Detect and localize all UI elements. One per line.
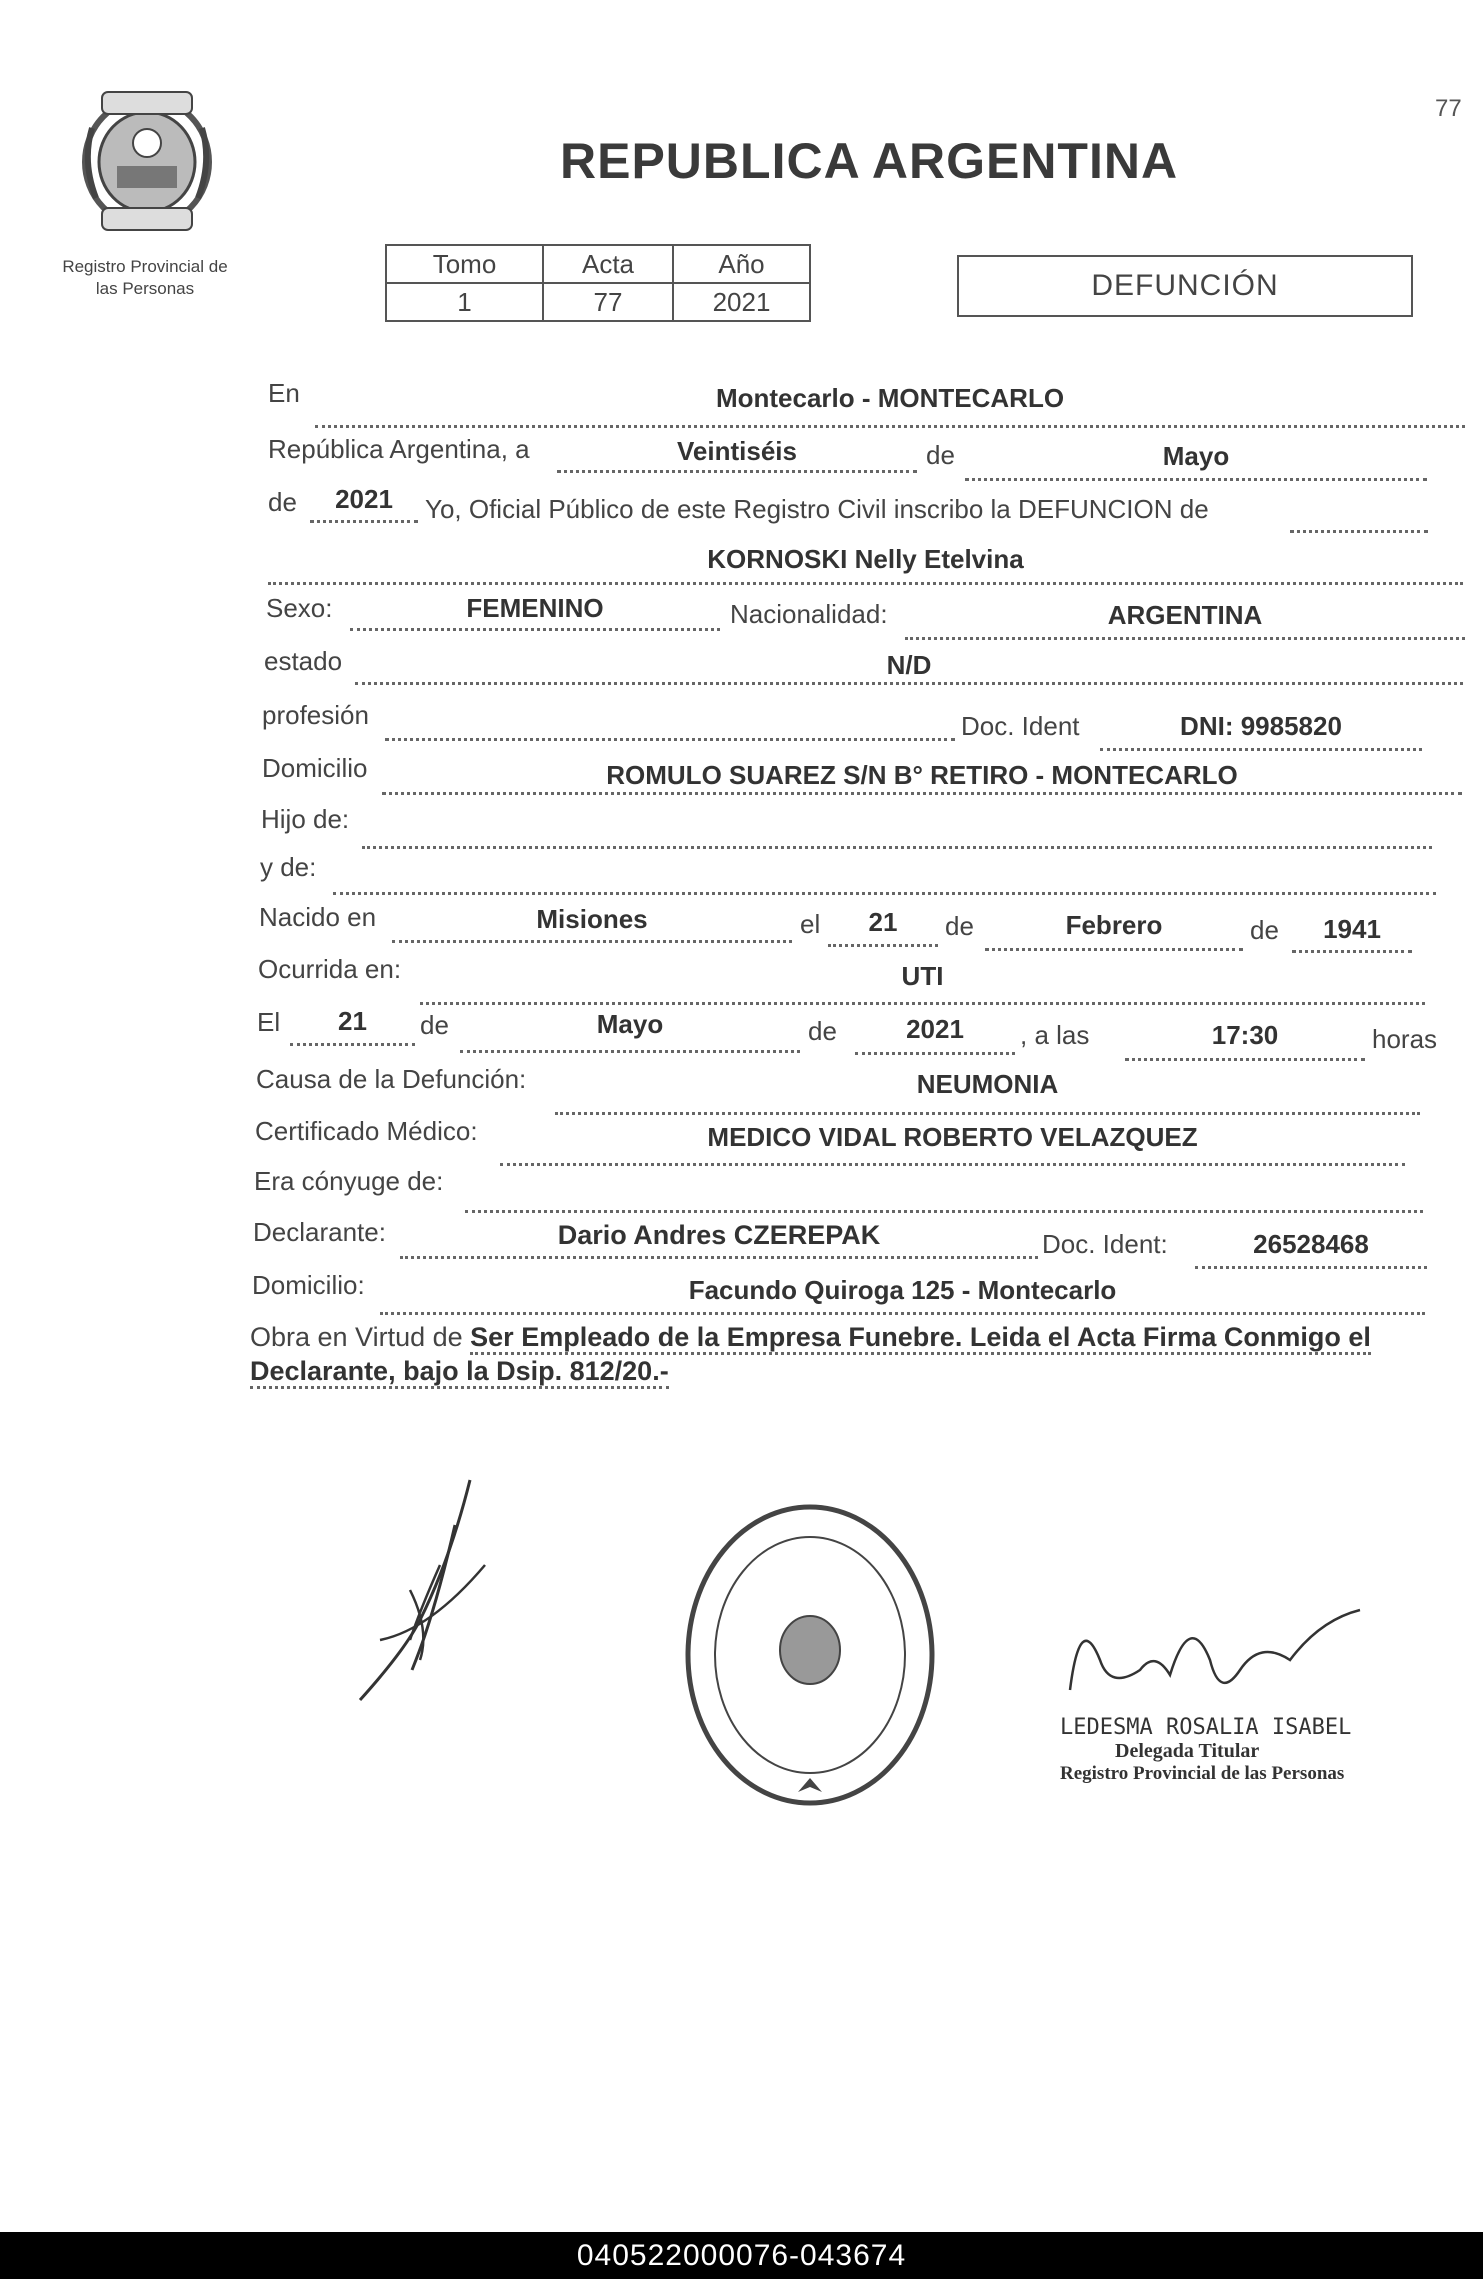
- label-obra: Obra en Virtud de: [250, 1322, 463, 1352]
- line-def-hora: [1125, 1058, 1365, 1061]
- line-hijo-de: [362, 846, 1432, 849]
- acta-header-acta: Acta: [543, 245, 673, 283]
- signatory-block: [1060, 1600, 1390, 1785]
- value-declarante-doc: 26528468: [1253, 1229, 1369, 1259]
- declarant-signature: [350, 1470, 500, 1710]
- signatory-name: LEDESMA ROSALIA ISABEL: [1060, 1715, 1352, 1740]
- line-anio: [310, 520, 418, 523]
- page-number: 77: [1435, 95, 1462, 122]
- acta-value-anio: 2021: [673, 283, 810, 321]
- value-lugar: Montecarlo - MONTECARLO: [715, 383, 1065, 413]
- obra-en-virtud: [250, 1320, 1450, 1388]
- line-estado: [355, 682, 1463, 685]
- line-declarante: [400, 1256, 1038, 1259]
- acta-header-anio: Año: [673, 245, 810, 283]
- value-def-mes: Mayo: [596, 1009, 664, 1039]
- value-dia-inscripcion: Veintiséis: [677, 436, 797, 466]
- label-horas: horas: [1372, 1024, 1438, 1054]
- label-nacido-en: Nacido en: [259, 902, 377, 932]
- label-y-de: y de:: [260, 852, 317, 882]
- value-mes-inscripcion: Mayo: [1162, 441, 1230, 471]
- label-declarante: Declarante:: [253, 1217, 386, 1247]
- value-def-dia: 21: [338, 1006, 367, 1036]
- label-domicilio: Domicilio: [262, 753, 368, 783]
- line-mes: [965, 478, 1427, 481]
- line-domicilio: [382, 792, 1462, 795]
- value-obra-texto: Ser Empleado de la Empresa Funebre. Leida el Acta Firma Conmigo el Declarante, bajo la Dsip. 812/20.-: [250, 1322, 1371, 1389]
- label-hijo-de: Hijo de:: [261, 804, 350, 834]
- label-doc-ident: Doc. Ident: [961, 711, 1080, 741]
- label-en: En: [268, 378, 300, 408]
- value-ocurrida-en: UTI: [901, 961, 944, 991]
- value-def-anio: 2021: [906, 1014, 964, 1044]
- document-type-box: DEFUNCIÓN: [957, 255, 1413, 317]
- line-def-anio: [855, 1052, 1015, 1055]
- label-a-las: , a las: [1020, 1020, 1090, 1050]
- line-en: [315, 425, 1465, 428]
- value-causa: NEUMONIA: [916, 1069, 1059, 1099]
- line-conyuge: [465, 1210, 1423, 1213]
- page-title: REPUBLICA ARGENTINA: [560, 133, 1179, 189]
- acta-table: [385, 244, 811, 322]
- label-inscribo: Yo, Oficial Público de este Registro Civil inscribo la DEFUNCION de: [425, 494, 1209, 524]
- line-certificado: [500, 1163, 1405, 1166]
- line-nac-dia: [828, 944, 938, 947]
- value-certificado: MEDICO VIDAL ROBERTO VELAZQUEZ: [707, 1122, 1198, 1152]
- acta-value-tomo: 1: [386, 283, 543, 321]
- value-nac-anio: 1941: [1323, 914, 1381, 944]
- label-de-nac-anio: de: [1250, 915, 1279, 945]
- value-domicilio: ROMULO SUAREZ S/N B° RETIRO - MONTECARLO: [606, 760, 1238, 790]
- signatory-office: Registro Provincial de las Personas: [1060, 1763, 1345, 1784]
- label-doc-ident-declarante: Doc. Ident:: [1042, 1229, 1168, 1259]
- label-conyuge: Era cónyuge de:: [254, 1166, 444, 1196]
- acta-value-row: [386, 283, 810, 321]
- value-anio-inscripcion: 2021: [335, 484, 393, 514]
- value-fallecido: KORNOSKI Nelly Etelvina: [707, 544, 1024, 574]
- official-signature: [1060, 1600, 1390, 1710]
- value-nacido-en: Misiones: [536, 904, 648, 934]
- registry-line-1: Registro Provincial de: [62, 257, 228, 276]
- line-declarante-domicilio: [380, 1312, 1425, 1315]
- value-nac-mes: Febrero: [1065, 910, 1163, 940]
- line-ocurrida-en: [420, 1002, 1425, 1005]
- line-def-dia: [290, 1043, 415, 1046]
- signatory-role: Delegada Titular: [1115, 1740, 1260, 1762]
- value-doc-ident: DNI: 9985820: [1180, 711, 1342, 741]
- label-de-anio: de: [268, 487, 297, 517]
- line-nacionalidad: [905, 637, 1465, 640]
- acta-value-acta: 77: [543, 283, 673, 321]
- label-domicilio-declarante: Domicilio:: [252, 1270, 365, 1300]
- official-stamp: [680, 1500, 940, 1810]
- line-y-de: [333, 892, 1436, 895]
- line-profesion: [385, 738, 955, 741]
- provincial-seal-icon: [72, 88, 222, 236]
- value-sexo: FEMENINO: [466, 593, 604, 623]
- acta-header-row: [386, 245, 810, 283]
- line-causa: [555, 1112, 1420, 1115]
- line-dia: [557, 470, 917, 473]
- label-republica: República Argentina, a: [268, 434, 530, 464]
- label-ocurrida-en: Ocurrida en:: [258, 954, 402, 984]
- line-nacido-en: [392, 940, 792, 943]
- label-profesion: profesión: [262, 700, 369, 730]
- value-declarante: Dario Andres CZEREPAK: [557, 1220, 881, 1250]
- value-def-hora: 17:30: [1211, 1020, 1279, 1050]
- registry-line-2: las Personas: [95, 279, 195, 298]
- label-certificado: Certificado Médico:: [255, 1116, 478, 1146]
- line-sexo: [350, 628, 720, 631]
- line-declarante-doc: [1195, 1266, 1427, 1269]
- line-def-mes: [460, 1050, 800, 1053]
- acta-header-tomo: Tomo: [386, 245, 543, 283]
- value-nacionalidad: ARGENTINA: [1107, 600, 1263, 630]
- label-de-mes: de: [926, 440, 955, 470]
- label-de-nac-mes: de: [945, 911, 974, 941]
- document-code-bar: 040522000076-043674: [0, 2232, 1483, 2279]
- line-nac-anio: [1292, 950, 1412, 953]
- value-declarante-domicilio: Facundo Quiroga 125 - Montecarlo: [688, 1275, 1117, 1305]
- label-causa: Causa de la Defunción:: [256, 1064, 527, 1094]
- line-doc-ident: [1100, 748, 1422, 751]
- label-de-def-anio: de: [808, 1016, 837, 1046]
- value-estado: N/D: [886, 650, 932, 680]
- line-fallecido: [268, 582, 1463, 585]
- line-inscribo: [1290, 530, 1428, 533]
- label-sexo: Sexo:: [266, 593, 333, 623]
- label-de-def-mes: de: [420, 1010, 449, 1040]
- label-estado: estado: [264, 646, 343, 676]
- label-nacionalidad: Nacionalidad:: [730, 599, 888, 629]
- value-nac-dia: 21: [868, 907, 898, 937]
- label-el: el: [800, 909, 821, 939]
- registry-name: [40, 256, 250, 300]
- line-nac-mes: [985, 948, 1243, 951]
- label-el-def: El: [257, 1007, 281, 1037]
